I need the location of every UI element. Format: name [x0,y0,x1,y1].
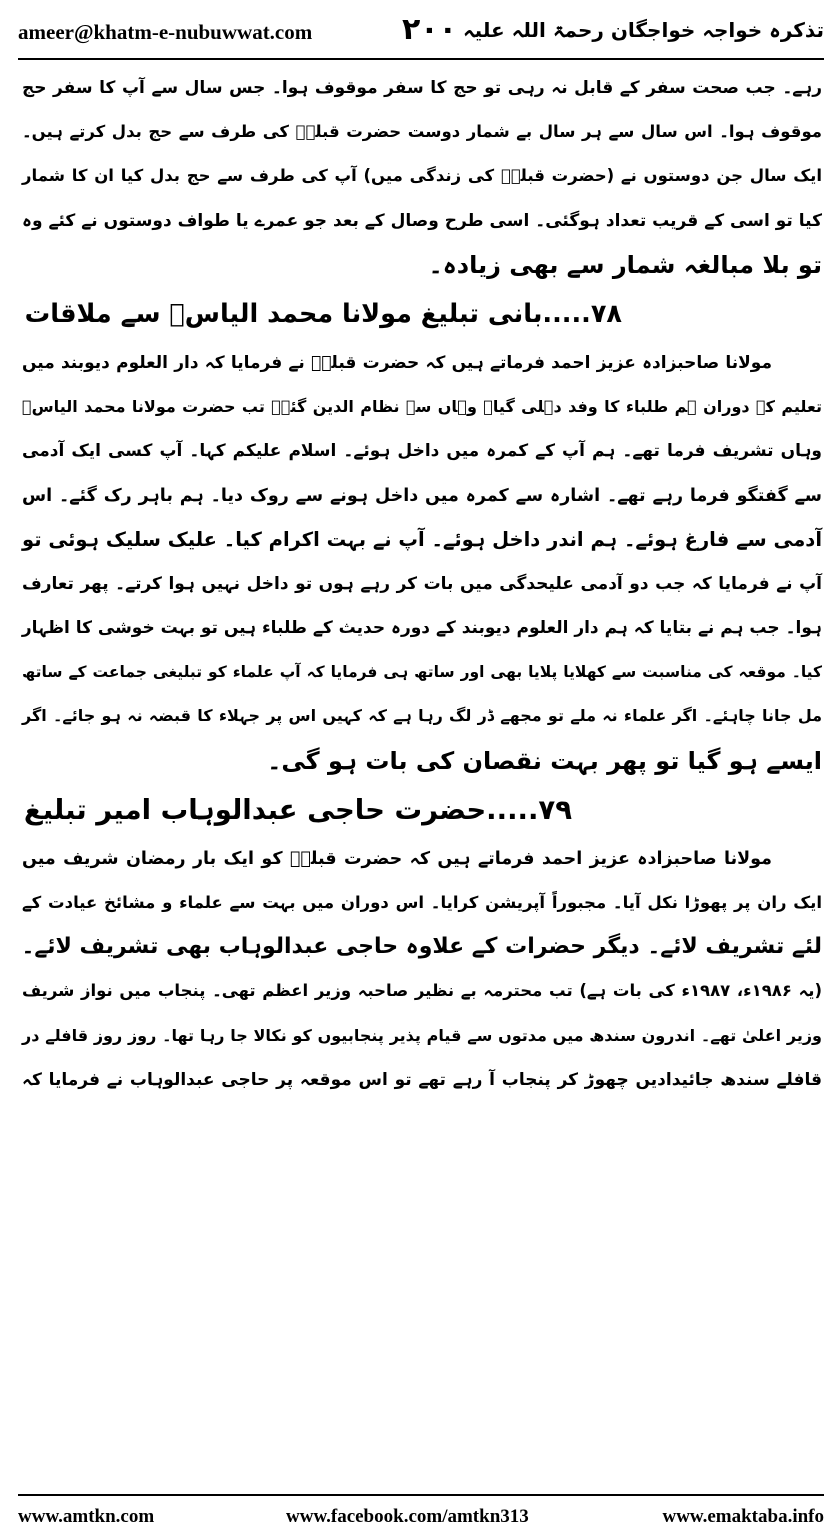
text-line: رہے۔ جب صحت سفر کے قابل نہ رہی تو حج کا سفر موقوف ہوا۔ جس سال سے آپ کا سفر حج [22,78,822,98]
text-line: تعلیم کے دوران ہم طلباء کا وفد دہلی گیا۔ وہاں سے نظام الدین گئے۔ تب حضرت مولانا محمد الیاسؒ [22,397,822,417]
text-line: ایک سال جن دوستوں نے (حضرت قبلہؒ کی زندگی میں) آپ کی طرف سے حج بدل کیا ان کا شمار [22,166,822,186]
page-footer [18,1502,824,1532]
paragraph-3 [22,837,822,1102]
footer-link-facebook[interactable]: www.facebook.com/amtkn313 [286,1506,529,1527]
section-heading-79: ۷۹.....حضرت حاجی عبدالوہاب امیر تبلیغ [23,793,572,826]
text-line: کیا۔ موقعہ کی مناسبت سے کھلایا پلایا بھی اور ساتھ ہی فرمایا کہ آپ علماء کو تبلیغی جماعت کے ساتھ [22,663,822,682]
text-line: سے گفتگو فرما رہے تھے۔ اشارہ سے کمرہ میں داخل ہونے سے روک دیا۔ ہم باہر رک گئے۔ اس [22,485,822,506]
footer-link-amtkn[interactable]: www.amtkn.com [18,1506,155,1527]
text-line: وہاں تشریف فرما تھے۔ ہم آپ کے کمرہ میں داخل ہوئے۔ اسلام علیکم کہا۔ آپ کسی ایک آدمی [22,441,822,462]
text-line: ایسے ہو گیا تو پھر بہت نقصان کی بات ہو گی۔ [267,746,822,775]
text-line: مل جانا چاہئے۔ اگر علماء نہ ملے تو مجھے ڈر لگ رہا ہے کہ کہیں اس پر جہلاء کا قبضہ نہ ہو جائے۔ اگر [22,706,822,726]
text-line: ہوا۔ جب ہم نے بتایا کہ ہم دار العلوم دیوبند کے دورہ حدیث کے طلباء ہیں تو بہت خوشی کا اظہار [21,618,822,639]
text-line: ایک ران پر پھوڑا نکل آیا۔ مجبوراً آپریشن کرایا۔ اس دوران میں بہت سے علماء و مشائخ عیادت کے [22,893,822,912]
text-line: (یہ ۱۹۸۶ء، ۱۹۸۷ء کی بات ہے) تب محترمہ بے نظیر صاحبہ وزیر اعظم تھی۔ پنجاب میں نواز شریف [22,981,823,1001]
header-divider [18,58,824,60]
text-line: لئے تشریف لائے۔ دیگر حضرات کے علاوہ حاجی عبدالوہاب بھی تشریف لائے۔ [21,934,822,960]
text-line: وزیر اعلیٰ تھے۔ اندرون سندھ میں مدتوں سے قیام پذیر پنجابیوں کو نکالا جا رہا تھا۔ روز روز قافلے در [22,1025,822,1045]
section-heading-78: ۷۸.....بانی تبلیغ مولانا محمد الیاسؒ سے ملاقات [24,298,622,329]
text-line: مولانا صاحبزادہ عزیز احمد فرماتے ہیں کہ حضرت قبلہؒ کو ایک بار رمضان شریف میں [22,848,772,869]
page-header [18,12,824,52]
book-title: تذکرہ خواجہ خواجگان رحمۃ اللہ علیہ [462,18,824,42]
footer-divider [18,1494,824,1496]
text-line: آپ نے فرمایا کہ جب دو آدمی علیحدگی میں بات کر رہے ہوں تو داخل نہیں ہوا کرتے۔ پھر تعارف [22,573,822,594]
paragraph-1 [22,66,822,287]
text-line: تو بلا مبالغہ شمار سے بھی زیادہ۔ [428,250,822,279]
text-line: کیا تو اسی کے قریب تعداد ہوگئی۔ اسی طرح وصال کے بعد جو عمرے یا طواف دوستوں نے کئے وہ [22,210,822,231]
text-line: قافلے سندھ جائیدادیں چھوڑ کر پنجاب آ رہے تھے تو اس موقعہ پر حاجی عبدالوہاب نے فرمایا کہ [22,1069,822,1090]
page-body [22,66,822,1102]
paragraph-2 [22,341,822,783]
text-line: موقوف ہوا۔ اس سال سے ہر سال بے شمار دوست حضرت قبلہؒ کی طرف سے حج بدل کرتے ہیں۔ [22,122,822,142]
footer-link-emaktaba[interactable]: www.emaktaba.info [662,1506,824,1527]
text-line: مولانا صاحبزادہ عزیز احمد فرماتے ہیں کہ حضرت قبلہؒ نے فرمایا کہ دار العلوم دیوبند میں [22,352,772,373]
header-email: ameer@khatm-e-nubuwwat.com [18,20,313,44]
text-line: آدمی سے فارغ ہوئے۔ ہم اندر داخل ہوئے۔ آپ نے بہت اکرام کیا۔ علیک سلیک ہوئی تو [22,527,822,551]
page-number: ۲۰۰ [402,12,457,47]
